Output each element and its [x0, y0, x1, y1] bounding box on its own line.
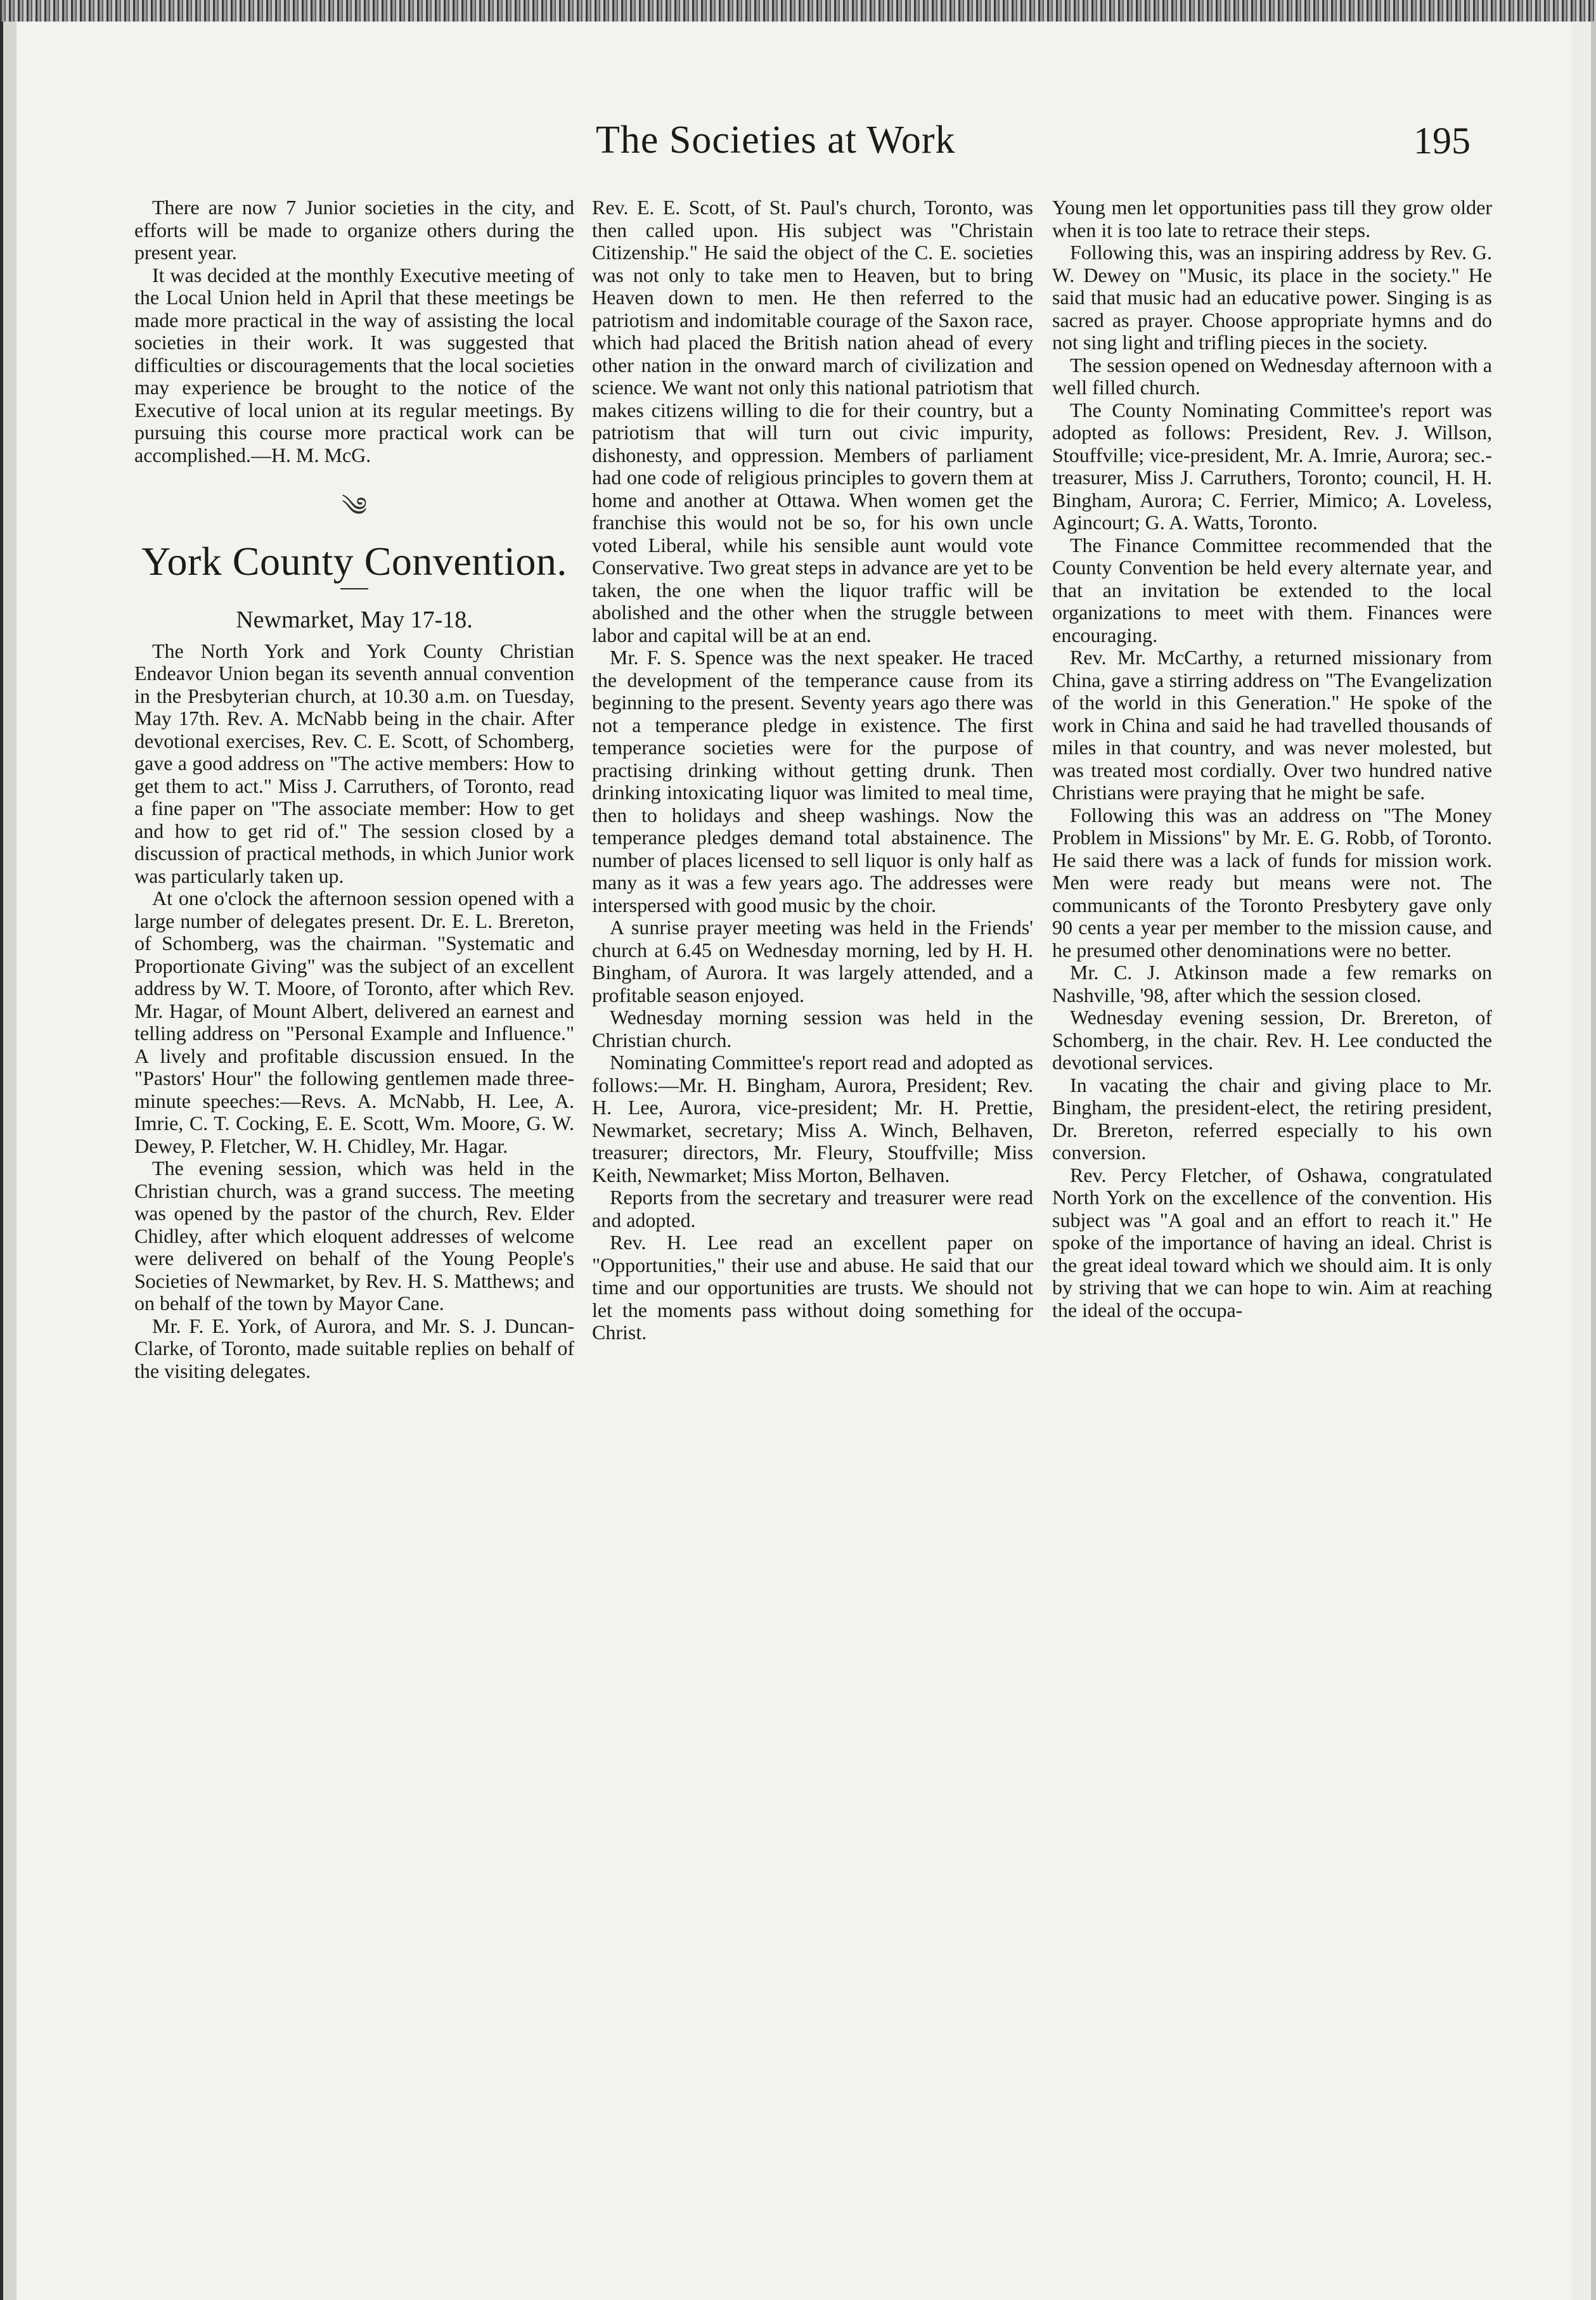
paragraph: Rev. H. Lee read an excellent paper on "Opportunities," their use and abuse. He said that our time and our opportunities are trusts. We should not let the moments pass without doing something for Christ.	[592, 1231, 1033, 1344]
paragraph: Following this, was an inspiring address by Rev. G. W. Dewey on "Music, its place in the society." He said that music had an educative power. Singing is as sacred as prayer. Choose appropriate hymns and do not sing light and trifling pieces in the society.	[1052, 241, 1492, 354]
paragraph: In vacating the chair and giving place to Mr. Bingham, the president-elect, the retiring president, Dr. Brereton, referred especially to his own conversion.	[1052, 1073, 1492, 1164]
paragraph: Mr. F. E. York, of Aurora, and Mr. S. J. Duncan-Clarke, of Toronto, made suitable replies on behalf of the visiting delegates.	[134, 1314, 574, 1382]
running-title: The Societies at Work	[596, 119, 956, 162]
page-header	[596, 118, 1471, 169]
paragraph: Mr. C. J. Atkinson made a few remarks on Nashville, '98, after which the session closed.	[1052, 961, 1492, 1006]
paragraph: Nominating Committee's report read and adopted as follows:—Mr. H. Bingham, Aurora, President; Rev. H. Lee, Aurora, vice-president; Mr. H. Prettie, Newmarket, secretary; Miss A. Winch, Belhaven, treasurer; directors, Mr. Fleury, Stouffville; Miss Keith, Newmarket; Miss Morton, Belhaven.	[592, 1051, 1033, 1186]
paragraph: It was decided at the monthly Executive meeting of the Local Union held in April that these meetings be made more practical in the way of assisting the local societies in their work. It was suggested that difficulties or discouragements that the local societies may experience be brought to the notice of the Executive of local union at its regular meetings. By pursuing this course more practical work can be accomplished.—H. M. McG.	[134, 263, 574, 466]
scan-edge-top	[0, 0, 1596, 22]
column-1	[134, 196, 574, 2206]
paragraph: The session opened on Wednesday afternoon with a well filled church.	[1052, 353, 1492, 399]
paragraph: The evening session, which was held in the Christian church, was a grand success. The meeting was opened by the pastor of the church, Rev. Elder Chidley, after which eloquent addresses of welcome were delivered on behalf of the Young People's Societies of Newmarket, by Rev. H. S. Matthews; and on behalf of the town by Mayor Cane.	[134, 1157, 574, 1314]
paragraph: At one o'clock the afternoon session opened with a large number of delegates present. Dr. E. L. Brereton, of Schomberg, was the chairman. "Systematic and Proportionate Giving" was the subject of an excellent address by W. T. Moore, of Toronto, after which Rev. Mr. Hagar, of Mount Albert, delivered an earnest and telling address on "Personal Example and Influence." A lively and profitable discussion ensued. In the "Pastors' Hour" the following gentlemen made three-minute speeches:—Revs. A. McNabb, H. Lee, A. Imrie, C. T. Cocking, E. E. Scott, Wm. Moore, G. W. Dewey, P. Fletcher, W. H. Chidley, Mr. Hagar.	[134, 887, 574, 1157]
scan-edge-right	[1572, 22, 1596, 2300]
paragraph: Young men let opportunities pass till they grow older when it is too late to retrace their steps.	[1052, 196, 1492, 241]
paragraph: Rev. Mr. McCarthy, a returned missionary from China, gave a stirring address on "The Evangelization of the world in this Generation." He spoke of the work in China and said he had travelled thousands of miles in that country, and was never molested, but was treated most cordially. Over two hundred native Christians were praying that he might be safe.	[1052, 646, 1492, 804]
paragraph: Wednesday evening session, Dr. Brereton, of Schomberg, in the chair. Rev. H. Lee conducted the devotional services.	[1052, 1006, 1492, 1074]
paragraph: Following this was an address on "The Money Problem in Missions" by Mr. E. G. Robb, of Toronto. He said there was a lack of funds for mission work. Men were ready but means were not. The communicants of the Toronto Presbytery gave only 90 cents a year per member to the mission cause, and he presumed other denominations were no better.	[1052, 803, 1492, 961]
paragraph: Rev. Percy Fletcher, of Oshawa, congratulated North York on the excellence of the convention. His subject was "A goal and an effort to reach it." He spoke of the importance of having an ideal. Christ is the great ideal toward which we should aim. It is only by striving that we can hope to win. Aim at reaching the ideal of the occupa-	[1052, 1163, 1492, 1321]
article-subtitle: Newmarket, May 17-18.	[236, 606, 473, 633]
column-3	[1052, 196, 1492, 2206]
paragraph: A sunrise prayer meeting was held in the Friends' church at 6.45 on Wednesday morning, led by H. H. Bingham, of Aurora. It was largely attended, and a profitable season enjoyed.	[592, 916, 1033, 1006]
ornament-icon: ༄	[341, 493, 368, 522]
paragraph: Mr. F. S. Spence was the next speaker. He traced the development of the temperance cause from its beginning to the present. Seventy years ago there was not a temperance pledge in existence. The first temperance societies were for the purpose of practising drinking without getting drunk. Then drinking intoxicating liquor was limited to meal time, then to holidays and sheep washings. Now the temperance pledges demand total abstainence. The number of places licensed to sell liquor is only half as many as it was a few years ago. The addresses were interspersed with good music by the choir.	[592, 646, 1033, 916]
title-divider	[340, 588, 368, 589]
paragraph: The County Nominating Committee's report was adopted as follows: President, Rev. J. Willson, Stouffville; vice-president, Mr. A. Imrie, Aurora; sec.-treasurer, Miss J. Carruthers, Toronto; council, H. H. Bingham, Aurora; C. Ferrier, Mimico; A. Loveless, Agincourt; G. A. Watts, Toronto.	[1052, 398, 1492, 534]
paragraph: The Finance Committee recommended that the County Convention be held every alternate year, and that an invitation be extended to the local organizations to meet with them. Finances were encouraging.	[1052, 533, 1492, 646]
column-2	[592, 196, 1033, 2206]
scan-edge-left	[0, 22, 16, 2300]
paragraph: Wednesday morning session was held in the Christian church.	[592, 1006, 1033, 1051]
paragraph: Reports from the secretary and treasurer were read and adopted.	[592, 1186, 1033, 1231]
page-number: 195	[1413, 120, 1471, 162]
article-title: York County Convention.	[141, 538, 567, 584]
paragraph: There are now 7 Junior societies in the city, and efforts will be made to organize others during the present year.	[134, 196, 574, 264]
paragraph: Rev. E. E. Scott, of St. Paul's church, Toronto, was then called upon. His subject was "Christain Citizenship." He said the object of the C. E. societies was not only to take men to Heaven, but to bring Heaven down to men. He then referred to the patriotism and indomitable courage of the Saxon race, which had placed the British nation ahead of every other nation in the onward march of civilization and science. We want not only this national patriotism that makes citizens willing to die for their country, but a patriotism that will turn out civic impurity, dishonesty, and oppression. Members of parliament had one code of religious principles to govern them at home and another at Ottawa. When women get the franchise this would not be so, for his own uncle voted Liberal, while his sensible aunt would vote Conservative. Two great steps in advance are yet to be taken, the one when the liquor traffic will be abolished and the other when the struggle between labor and capital will be at an end.	[592, 196, 1033, 646]
paragraph: The North York and York County Christian Endeavor Union began its seventh annual convention in the Presbyterian church, at 10.30 a.m. on Tuesday, May 17th. Rev. A. McNabb being in the chair. After devotional exercises, Rev. C. E. Scott, of Schomberg, gave a good address on "The active members: How to get them to act." Miss J. Carruthers, of Toronto, read a fine paper on "The associate member: How to get and how to get rid of." The session closed by a discussion of practical methods, in which Junior work was particularly taken up.	[134, 639, 574, 887]
